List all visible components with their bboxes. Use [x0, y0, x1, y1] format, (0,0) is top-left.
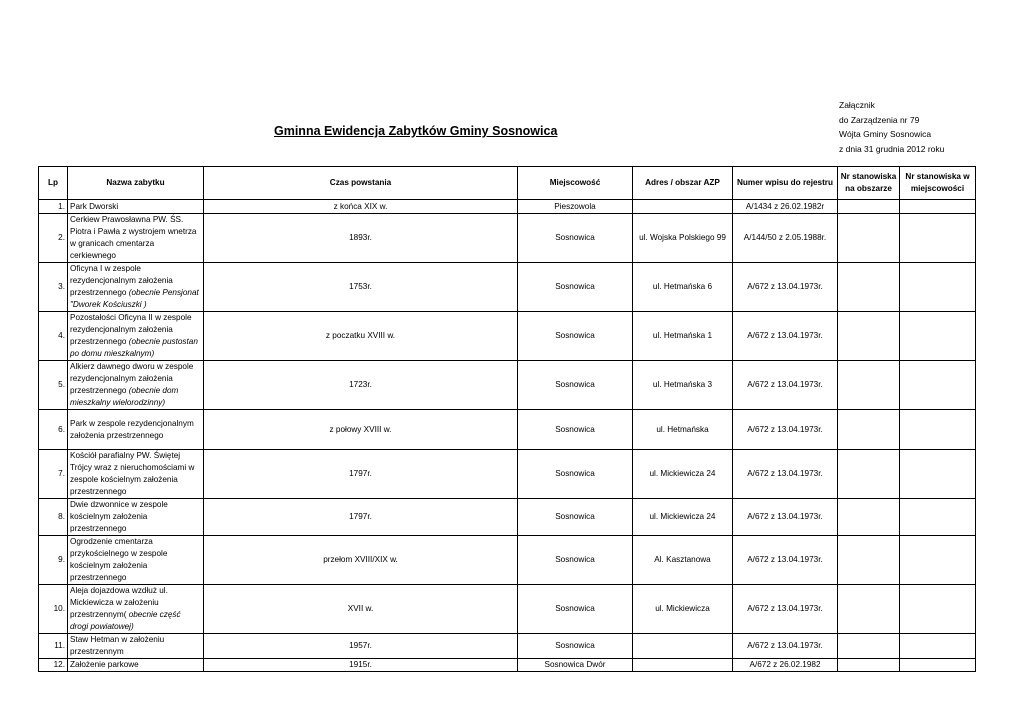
row-locality: [518, 634, 633, 659]
row-site-area: [838, 585, 900, 634]
row-site-locality: [900, 450, 976, 499]
row-address-text: ul. Hetmańska 1: [652, 331, 713, 340]
row-register: [733, 659, 838, 672]
table-row: [39, 536, 976, 585]
row-lp: [39, 634, 68, 659]
row-period: [204, 214, 518, 263]
row-site-locality: [900, 634, 976, 659]
row-lp-text: 10.: [53, 604, 65, 613]
row-period-text: 1753r.: [349, 282, 372, 291]
row-address: [633, 263, 733, 312]
row-locality: [518, 214, 633, 263]
row-lp: [39, 200, 68, 214]
row-locality: [518, 263, 633, 312]
row-site-locality: [900, 312, 976, 361]
row-register: [733, 410, 838, 450]
row-locality: [518, 312, 633, 361]
row-locality: [518, 536, 633, 585]
annex-line-4: z dnia 31 grudnia 2012 roku: [839, 143, 945, 154]
row-register-text: A/672 z 13.04.1973r.: [747, 331, 823, 340]
row-period: [204, 536, 518, 585]
row-locality-text: Sosnowica Dwór: [544, 660, 606, 669]
row-lp-text: 7.: [58, 469, 65, 478]
table-row: [39, 214, 976, 263]
row-lp: [39, 410, 68, 450]
row-lp-text: 9.: [58, 555, 65, 564]
row-address-text: Al. Kasztanowa: [654, 555, 711, 564]
row-period-text: 1893r.: [349, 233, 372, 242]
row-period-text: 1723r.: [349, 380, 372, 389]
row-locality: [518, 450, 633, 499]
row-lp-text: 8.: [58, 512, 65, 521]
row-name: [68, 634, 204, 659]
row-address: [633, 536, 733, 585]
row-name-text: Założenie parkowe: [70, 660, 139, 669]
row-locality-text: Sosnowica: [555, 424, 595, 434]
row-lp-text: 1.: [58, 201, 65, 211]
row-register: [733, 214, 838, 263]
row-locality: [518, 585, 633, 634]
row-period: [204, 450, 518, 499]
row-name-note: (obecnie pustostan po domu mieszkalnym): [70, 337, 198, 358]
header-address: Adres / obszar AZP: [633, 167, 733, 200]
row-site-area: [838, 361, 900, 410]
row-locality-text: Sosnowica: [555, 380, 595, 389]
row-site-locality: [900, 263, 976, 312]
row-lp-text: 4.: [58, 331, 65, 340]
row-address-text: ul. Mickiewicza: [655, 604, 710, 613]
row-register: [733, 312, 838, 361]
row-site-locality: [900, 214, 976, 263]
row-locality-text: Sosnowica: [555, 282, 595, 291]
row-site-area: [838, 214, 900, 263]
row-locality-text: Pieszowola: [554, 201, 596, 211]
row-period-text: 1915r.: [349, 660, 372, 669]
row-locality: [518, 361, 633, 410]
row-period-text: 1957r.: [349, 641, 372, 650]
row-site-area: [838, 659, 900, 672]
row-register-text: A/672 z 13.04.1973r.: [747, 380, 823, 389]
row-locality-text: Sosnowica: [555, 641, 595, 650]
table-row: [39, 361, 976, 410]
row-locality-text: Sosnowica: [555, 555, 595, 564]
header-site-locality: Nr stanowiska w miejscowości: [900, 167, 976, 200]
row-site-locality: [900, 410, 976, 450]
row-address-text: ul. Hetmańska: [656, 424, 709, 434]
header-locality: Miejscowość: [518, 167, 633, 200]
row-address: [633, 585, 733, 634]
row-address: [633, 499, 733, 536]
row-locality: [518, 410, 633, 450]
row-period-text: XVII w.: [347, 604, 374, 613]
row-locality-text: Sosnowica: [555, 469, 595, 478]
table-row: [39, 585, 976, 634]
row-name-text: Staw Hetman w założeniu przestrzennym: [70, 635, 165, 656]
row-address: [633, 361, 733, 410]
row-period-text: przełom XVIII/XIX w.: [323, 555, 398, 564]
row-register-text: A/672 z 13.04.1973r.: [747, 469, 823, 478]
annex-line-1: Załącznik: [839, 100, 875, 110]
row-register-text: A/1434 z 26.02.1982r: [745, 201, 825, 211]
row-site-area: [838, 536, 900, 585]
document-title: Gminna Ewidencja Zabytków Gminy Sosnowica: [274, 124, 558, 138]
row-register-text: A/672 z 13.04.1973r.: [747, 555, 823, 564]
row-locality: [518, 499, 633, 536]
row-site-locality: [900, 361, 976, 410]
row-register-text: A/672 z 13.04.1973r.: [747, 604, 823, 613]
row-address: [633, 634, 733, 659]
row-register-text: A/144/50 z 2.05.1988r.: [743, 233, 827, 242]
row-name-text: Park w zespole rezydencjonalnym założenia przestrzennego: [70, 418, 194, 440]
row-locality-text: Sosnowica: [555, 512, 595, 521]
row-name-note: (obecnie Pensjonat "Dworek Kościuszki ): [70, 288, 199, 309]
row-address: [633, 659, 733, 672]
row-period-text: 1797r.: [349, 512, 372, 521]
row-register: [733, 536, 838, 585]
row-register: [733, 450, 838, 499]
row-name-text: Park Dworski: [70, 201, 119, 211]
row-name: [68, 263, 204, 312]
row-site-area: [838, 499, 900, 536]
row-address: [633, 312, 733, 361]
row-address-text: ul. Mickiewicza 24: [649, 469, 716, 478]
annex-line-3: Wójta Gminy Sosnowica: [839, 129, 932, 139]
row-register: [733, 361, 838, 410]
row-lp: [39, 659, 68, 672]
row-register: [733, 499, 838, 536]
row-register: [733, 200, 838, 214]
row-site-locality: [900, 200, 976, 214]
row-register: [733, 634, 838, 659]
table-row: [39, 659, 976, 672]
row-address: [633, 450, 733, 499]
row-site-area: [838, 200, 900, 214]
row-lp: [39, 263, 68, 312]
row-period-text: z połowy XVIII w.: [329, 424, 392, 434]
row-name: [68, 536, 204, 585]
table-row: [39, 634, 976, 659]
row-period: [204, 263, 518, 312]
row-lp: [39, 536, 68, 585]
row-name: [68, 659, 204, 672]
row-name-text: Cerkiew Prawosławna PW. ŚS. Piotra i Pawła z wystrojem wnetrza w granicach cmentarza cerkiewnego: [70, 215, 197, 260]
row-lp-text: 2.: [58, 233, 65, 242]
row-site-locality: [900, 536, 976, 585]
row-address-text: ul. Hetmańska 3: [652, 380, 713, 389]
row-period: [204, 312, 518, 361]
row-locality-text: Sosnowica: [555, 604, 595, 613]
row-register: [733, 263, 838, 312]
row-lp: [39, 450, 68, 499]
row-name-note: obecnie część drogi powiatowej): [70, 610, 181, 631]
row-name: [68, 200, 204, 214]
row-period: [204, 585, 518, 634]
row-address: [633, 214, 733, 263]
row-period: [204, 499, 518, 536]
row-period: [204, 361, 518, 410]
row-address: [633, 200, 733, 214]
row-lp: [39, 214, 68, 263]
monument-register-table: [38, 166, 976, 672]
row-period-text: 1797r.: [349, 469, 372, 478]
annex-line-2: do Zarządzenia nr 79: [839, 114, 920, 125]
header-register: Numer wpisu do rejestru: [733, 167, 838, 200]
row-lp-text: 5.: [58, 380, 65, 389]
table-row: [39, 499, 976, 536]
row-locality: [518, 200, 633, 214]
row-register: [733, 585, 838, 634]
row-name-note: (obecnie dom mieszkalny wielorodzinny): [70, 386, 179, 407]
row-site-locality: [900, 499, 976, 536]
table-header-row: [39, 167, 976, 200]
row-site-locality: [900, 659, 976, 672]
row-lp-text: 6.: [58, 424, 65, 434]
row-register-text: A/672 z 13.04.1973r.: [747, 282, 823, 291]
row-lp: [39, 499, 68, 536]
annex-header: [839, 98, 944, 156]
row-lp-text: 11.: [54, 641, 65, 650]
row-period-text: z poczatku XVIII w.: [325, 331, 396, 340]
row-site-locality: [900, 585, 976, 634]
row-site-area: [838, 312, 900, 361]
row-locality-text: Sosnowica: [555, 331, 595, 340]
row-lp: [39, 361, 68, 410]
row-name-text: Alkierz dawnego dworu w zespole rezydencjonalnym założenia przestrzennego: [70, 362, 194, 395]
row-register-text: A/672 z 13.04.1973r.: [747, 512, 823, 521]
row-register-text: A/672 z 13.04.1973r.: [747, 641, 823, 650]
row-site-area: [838, 634, 900, 659]
row-name-text: Aleja dojazdowa wzdłuż ul. Mickiewicza w założeniu przestrzennym(: [70, 586, 168, 619]
row-period: [204, 659, 518, 672]
header-site-area: Nr stanowiska na obszarze: [838, 167, 900, 200]
row-name: [68, 214, 204, 263]
row-period: [204, 410, 518, 450]
row-lp: [39, 585, 68, 634]
row-name-text: Dwie dzwonnice w zespole kościelnym założenia przestrzennego: [70, 500, 168, 533]
row-name: [68, 585, 204, 634]
row-name-text: Kościół parafialny PW. Świętej Trójcy wraz z nieruchomościami w zespole kościelnym założenia przestrzennego: [70, 451, 195, 496]
row-name: [68, 410, 204, 450]
table-row: [39, 410, 976, 450]
row-address-text: ul. Hetmańska 6: [652, 282, 713, 291]
row-site-area: [838, 263, 900, 312]
header-lp: Lp: [39, 167, 68, 200]
row-site-area: [838, 410, 900, 450]
row-name-text: Oficyna I w zespole rezydencjonalnym założenia przestrzennego: [70, 264, 173, 297]
row-name-text: Pozostałości Oficyna II w zespole rezydencjonalnym założenia przestrzennego: [70, 313, 192, 346]
row-name-text: Ogrodzenie cmentarza przykościelnego w zespole kościelnym założenia przestrzennego: [70, 537, 168, 582]
table-row: [39, 450, 976, 499]
row-address-text: ul. Wojska Polskiego 99: [639, 233, 726, 242]
row-locality-text: Sosnowica: [555, 233, 595, 242]
row-name: [68, 450, 204, 499]
row-name: [68, 499, 204, 536]
header-name: Nazwa zabytku: [68, 167, 204, 200]
table-row: [39, 200, 976, 214]
row-register-text: A/672 z 26.02.1982: [749, 660, 821, 669]
row-site-area: [838, 450, 900, 499]
row-address-text: ul. Mickiewicza 24: [649, 512, 716, 521]
row-name: [68, 361, 204, 410]
row-period: [204, 200, 518, 214]
row-lp-text: 12.: [53, 660, 65, 669]
table-row: [39, 312, 976, 361]
row-name: [68, 312, 204, 361]
row-lp: [39, 312, 68, 361]
row-address: [633, 410, 733, 450]
header-period: Czas powstania: [204, 167, 518, 200]
row-period: [204, 634, 518, 659]
row-locality: [518, 659, 633, 672]
row-period-text: z końca XIX w.: [333, 201, 388, 211]
table-row: [39, 263, 976, 312]
row-lp-text: 3.: [58, 282, 65, 291]
row-register-text: A/672 z 13.04.1973r.: [747, 424, 823, 434]
